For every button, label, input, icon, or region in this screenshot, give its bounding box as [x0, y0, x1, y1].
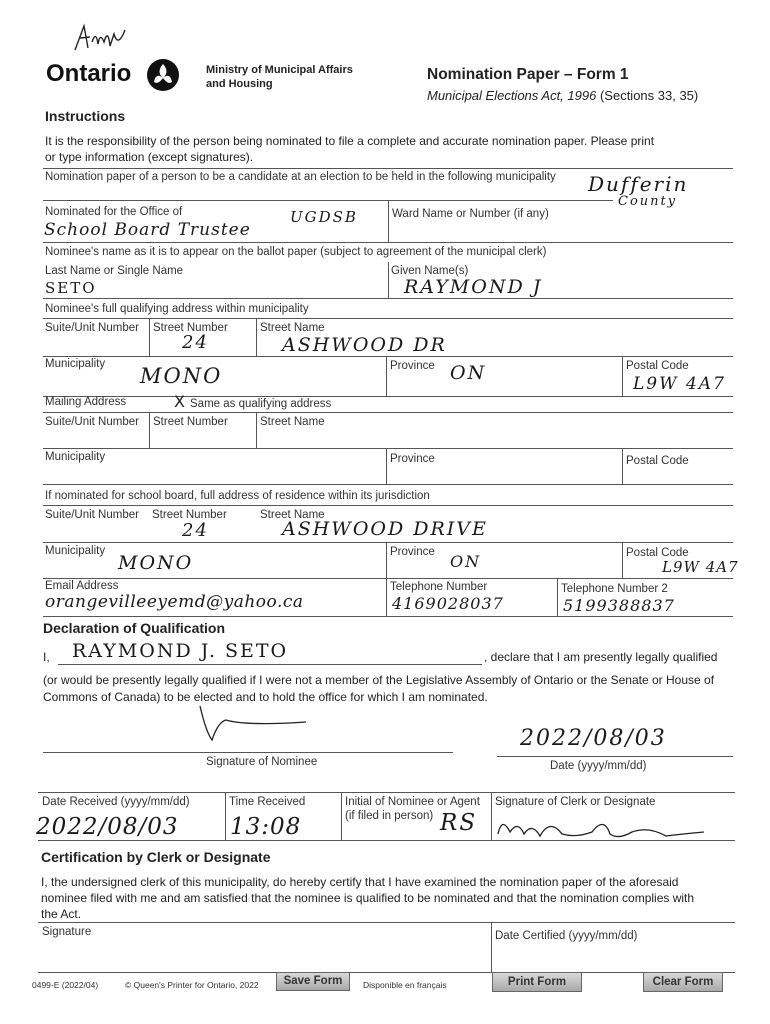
- sb-suite-label: Suite/Unit Number: [45, 509, 139, 521]
- sb-street-number-value[interactable]: 24: [182, 520, 209, 541]
- ministry-name-line1: Ministry of Municipal Affairs: [206, 64, 353, 76]
- nominee-signature[interactable]: [196, 702, 316, 746]
- act-reference: [427, 88, 698, 103]
- save-form-button[interactable]: Save Form: [276, 972, 350, 991]
- qa-province-value[interactable]: ON: [450, 362, 487, 384]
- qa-postal-value[interactable]: L9W 4A7: [633, 374, 726, 394]
- sb-street-name-label: Street Name: [260, 509, 325, 521]
- last-name-label: Last Name or Single Name: [45, 265, 184, 277]
- office-value[interactable]: School Board Trustee: [44, 220, 251, 240]
- declaration-line2: (or would be presently legally qualified if I were not a member of the Legislative Assembly of Ontario or the Senate or House of: [43, 673, 715, 687]
- ma-suite-label: Suite/Unit Number: [45, 416, 139, 428]
- ma-province-label: Province: [390, 453, 435, 465]
- ontario-trillium-icon: [146, 58, 180, 92]
- given-name-label: Given Name(s): [391, 265, 469, 277]
- ballot-name-intro: Nominee's name as it is to appear on the ballot paper (subject to agreement of the municipal clerk): [45, 246, 547, 258]
- ministry-name-line2: and Housing: [206, 78, 273, 90]
- qa-street-name-label: Street Name: [260, 322, 325, 334]
- phone2-value[interactable]: 5199388837: [563, 596, 675, 615]
- ma-postal-label: Postal Code: [626, 455, 689, 467]
- last-name-value[interactable]: SETO: [45, 279, 97, 297]
- ontario-logo-text: Ontario: [46, 60, 132, 87]
- sb-postal-label: Postal Code: [626, 547, 689, 559]
- clerk-signature-label: Signature of Clerk or Designate: [495, 796, 656, 808]
- same-as-qualifying-label: Same as qualifying address: [190, 398, 332, 410]
- qa-municipality-value[interactable]: MONO: [140, 364, 223, 388]
- print-form-button[interactable]: Print Form: [492, 972, 582, 992]
- certification-line1: I, the undersigned clerk of this municipality, do hereby certify that I have examined the nomination paper of the aforesaid: [41, 875, 679, 889]
- given-name-value[interactable]: RAYMOND J: [404, 276, 543, 298]
- time-received-label: Time Received: [229, 796, 306, 808]
- certification-heading: Certification by Clerk or Designate: [41, 849, 271, 865]
- school-board-address-heading: If nominated for school board, full address of residence within its jurisdiction: [45, 490, 430, 502]
- office-label: Nominated for the Office of: [45, 206, 183, 218]
- phone-label: Telephone Number: [390, 581, 488, 593]
- mailing-address-label: Mailing Address: [45, 396, 127, 408]
- handwritten-initials: [70, 22, 130, 56]
- qa-province-label: Province: [390, 360, 435, 372]
- act-sections: (Sections 33, 35): [599, 88, 699, 103]
- act-name: Municipal Elections Act, 1996: [427, 88, 597, 103]
- sb-postal-value[interactable]: L9W 4A7: [662, 558, 739, 576]
- municipality-label: Nomination paper of a person to be a candidate at an election to be held in the following municipality: [45, 171, 556, 183]
- sb-street-name-value[interactable]: ASHWOOD DRIVE: [282, 518, 488, 540]
- form-title: Nomination Paper – Form 1: [427, 66, 629, 83]
- ma-street-name-label: Street Name: [260, 416, 325, 428]
- date-received-value[interactable]: 2022/08/03: [36, 814, 179, 840]
- instructions-line2: or type information (except signatures).: [45, 150, 254, 164]
- declaration-date-value[interactable]: 2022/08/03: [520, 726, 667, 751]
- date-certified-label: Date Certified (yyyy/mm/dd): [495, 930, 638, 942]
- date-label: Date (yyyy/mm/dd): [550, 760, 647, 772]
- email-label: Email Address: [45, 580, 119, 592]
- sb-municipality-value[interactable]: MONO: [118, 552, 194, 574]
- declaration-prefix: I,: [43, 650, 50, 664]
- municipality-value-line1[interactable]: Dufferin: [588, 172, 689, 196]
- form-code: 0499-E (2022/04): [32, 980, 99, 990]
- qualifying-address-heading: Nominee's full qualifying address within municipality: [45, 303, 309, 315]
- phone-value[interactable]: 4169028037: [392, 594, 504, 613]
- clear-form-button[interactable]: Clear Form: [643, 972, 723, 992]
- declaration-name-value[interactable]: RAYMOND J. SETO: [72, 640, 289, 662]
- certification-signature-label: Signature: [42, 926, 92, 938]
- initial-value[interactable]: RS: [440, 810, 478, 836]
- same-as-qualifying-checkbox[interactable]: X: [174, 392, 185, 411]
- certification-line2: nominee filed with me and am satisfied that the nominee is qualified to be nominated and that the nomination complies with: [41, 891, 695, 905]
- initial-label-line2: (if filed in person): [345, 810, 434, 822]
- qa-street-number-value[interactable]: 24: [182, 332, 209, 353]
- instructions-line1: It is the responsibility of the person being nominated to file a complete and accurate nomination paper. Please print: [45, 134, 655, 148]
- declaration-line3: Commons of Canada) to be elected and to hold the office for which I am nominated.: [43, 690, 488, 704]
- sb-province-label: Province: [390, 546, 435, 558]
- office-value-extra[interactable]: UGDSB: [290, 208, 358, 226]
- french-version-link[interactable]: Disponible en français: [363, 980, 447, 990]
- certification-line3: the Act.: [41, 907, 82, 921]
- qa-postal-label: Postal Code: [626, 360, 689, 372]
- sb-province-value[interactable]: ON: [450, 552, 482, 571]
- copyright: © Queen's Printer for Ontario, 2022: [125, 980, 259, 990]
- qa-street-name-value[interactable]: ASHWOOD DR: [282, 334, 447, 356]
- declaration-heading: Declaration of Qualification: [43, 620, 226, 636]
- phone2-label: Telephone Number 2: [561, 583, 668, 595]
- ma-street-number-label: Street Number: [153, 416, 228, 428]
- qa-municipality-label: Municipality: [45, 358, 106, 370]
- municipality-value-line2[interactable]: County: [618, 194, 678, 209]
- signature-of-nominee-label: Signature of Nominee: [206, 756, 318, 768]
- time-received-value[interactable]: 13:08: [230, 814, 302, 840]
- sb-municipality-label: Municipality: [45, 545, 106, 557]
- ma-municipality-label: Municipality: [45, 451, 106, 463]
- qa-street-number-label: Street Number: [153, 322, 228, 334]
- email-value[interactable]: orangevilleeyemd@yahoo.ca: [45, 592, 304, 612]
- sb-street-number-label: Street Number: [152, 509, 227, 521]
- declaration-suffix: , declare that I am presently legally qualified: [484, 650, 718, 664]
- instructions-heading: Instructions: [45, 108, 126, 124]
- initial-label-line1: Initial of Nominee or Agent: [345, 796, 480, 808]
- ward-label: Ward Name or Number (if any): [392, 208, 549, 220]
- date-received-label: Date Received (yyyy/mm/dd): [42, 796, 190, 808]
- qa-suite-label: Suite/Unit Number: [45, 322, 139, 334]
